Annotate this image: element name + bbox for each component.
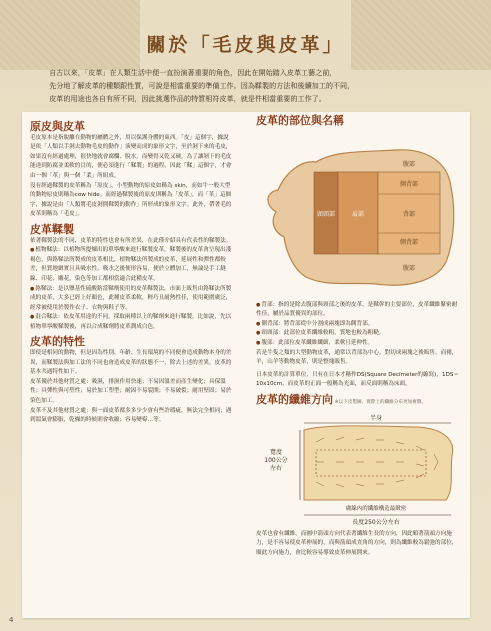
paragraph: 日本皮革的計算單位，只有在日本才稱作DS(Square Decimeter的縮寫)，1DS＝10x10cm，而皮革的正面一般稱為光面，而反面則稱為床面。 — [256, 371, 459, 388]
section-heading: 皮革鞣製 — [30, 222, 74, 236]
label-side-top: 側背部 — [399, 180, 419, 188]
label-length: 長度250公分左右 — [352, 518, 400, 526]
paragraph: 即使是相同的動物，但是因為性別、年齡、生長環境的不同便會造成動物本身的差異，而鞣製法與加工法的不同也會造成皮革的狀態不一，除去上述的差異，皮革的基本共通特性如下。 — [30, 350, 232, 376]
hide-parts-diagram — [256, 132, 461, 297]
section-heading: 皮革的特性 — [30, 335, 85, 349]
list-item: ● 腹部：此部位皮革纖維纖細，柔軟且延伸性。 — [256, 339, 461, 349]
paragraph: 皮革優於其他材質之處：吸濕，排濕作用快速；不易因溫差而產生變化；具保溫性；具彈性與可塑性；易於加工塑型；耐固不易裂開；不易破裂；耐用堅固；易於染色加工。 — [30, 378, 232, 405]
paragraph: 沒有經過鞣製的皮革稱為「原皮」，小型動物的原皮如稱為 skin，而如牛一般大型的動物原皮則稱為cow hide。而經過鞣製後的原皮則稱為「皮革」，而「革」這個字，據說是由「人類將毛皮剝開鞣製的動作」所形成的象形文字。此外，帶著毛的皮革則稱為「毛皮」。 — [30, 182, 232, 218]
intro-line: 自古以來，「皮革」在人類生活中便一直扮演著重要的角色，因此在開始踏入皮革工藝之前， — [49, 68, 337, 77]
paragraph: 毛皮原本是指脫離在動物的屬體之外，用以保護身體的東西。「皮」這個字，據說是依「人類以手剝去動物毛皮的動作」演變而成的象形文字，至於剝下來的毛皮，如果沒有經過處理，很快地就會腐爛、脫水，而變得又乾又硬。為了讓剝下的毛皮能達到防腐並柔軟的目的，便必須進行「鞣製」的過程，因此「鞣」這個字，才會由一個「革」與一個「柔」所組成。 — [30, 134, 232, 179]
intro-line: 先分地了解皮革的種類跟性質，可說是相當重要的準備工作。因為鞣製的方法和後續加工的不同， — [49, 81, 355, 90]
left-column — [30, 122, 233, 426]
label-width: 寬度 100公分左右 — [264, 448, 288, 472]
label-half-hide: 半身 — [369, 414, 383, 422]
bullet-item: ● 植物鞣法：以植物所提煉出的單寧酸來進行鞣製皮革，鞣製後的皮革會呈現出淺褐色，與鉻鞣法所製成的皮革相比，植物鞣法所製成的皮革，延展性和彈性都較差，但質地緻實且具吸水性，吸水之後便形容易，便於立體加工，無論是手工縫線、印花、雕花，染色等加工都相當適合此種皮革。 — [30, 246, 233, 284]
list-item: ● 頸頸部：此部位皮革纖維較粗，質地也較為粗糙。 — [256, 329, 461, 339]
bullet-item: ● 混合鞣法：依皮革用途的不同，採取兩種以上的鞣劑來進行鞣製，比如說，先以植物單寧酸鞣製後，再以合成鞣劑將皮革潤成白色。 — [30, 313, 233, 332]
paragraph: 依著鞣製法的不同，皮革的特性也會有所差異，在此僅介紹具有代表性的鞣製法。 — [30, 237, 232, 244]
page-title: 關於「毛皮與皮革」 — [146, 34, 345, 56]
section-heading: 皮革的纖維方向 — [256, 392, 333, 406]
right-column — [256, 116, 461, 558]
hide-illustration — [256, 132, 461, 297]
intro-line: 皮革的用途也各自有所不同，因此挑選作品的特質相符皮革，就是件相當重要的工作了。 — [49, 94, 326, 103]
bullet-item: ● 鉻鞣法：是以鹽基性硫酸鉻當鞣劑使用的皮革鞣製法，市面上販售由鉻鞣法所製成的皮革，大多已經上好顏色，此種皮革柔軟，輕巧且耐熱性佳，使用範圍廣泛，經常被使用於製作衣子、衣物與鞋子等。 — [30, 285, 233, 314]
paragraph: 皮革不及其他材質之處：與一面皮革都多多少少會有些許瑕疵，無法完全相同；遇到溫氣會膨脹，乾燥的時候則會收縮；容易變霉…等。 — [30, 407, 232, 424]
page-number: 4 — [9, 616, 14, 624]
label-side-bottom: 側背部 — [399, 238, 419, 246]
intro — [40, 66, 451, 105]
list-item: ● 側背部：將背部從中分割成兩塊即為側背部。 — [256, 320, 461, 330]
section-heading: 皮革的部位與名稱 — [256, 114, 344, 127]
label-shoulder: 肩部 — [351, 210, 365, 218]
paragraph: 若是牛隻之類的大型動物皮革，通常以背部為中心，對切成兩塊之後販售。而豬，羊，山羊等動物皮革，則是整塊販售。 — [256, 349, 458, 366]
note: ※以下皮製圖，實際上的纖維分布更加複雜。 — [334, 399, 426, 405]
label-back: 背部 — [402, 210, 416, 218]
fiber-illustration — [256, 412, 461, 530]
caption-dense-fiber: 盧線內的纖維構造最緻密 — [345, 505, 407, 512]
label-belly-bottom: 腹部 — [402, 264, 416, 272]
paragraph: 皮革也會有纖維，而圖中箭頭方向代表著纖維生長的方向，因此順著箭頭方向施力，是不容易使皮革伸展的，而與箭頭成直角的方向，則為纖維較為鬆弛的部位，順此方向施力，會比較容易導致皮革伸展開來。 — [256, 530, 458, 556]
label-head-shoulder: 頭頸部 — [316, 210, 336, 218]
section-heading: 原皮與皮革 — [30, 120, 85, 133]
list-item: ● 背部：指的是除去腹部與頸部之後的皮革，是鞣幹的主要部位，皮革纖維緊密耐性佳，屬於品質優異的部位。 — [256, 301, 461, 320]
fiber-direction-diagram — [256, 412, 461, 530]
label-belly-top: 腹部 — [402, 160, 416, 168]
